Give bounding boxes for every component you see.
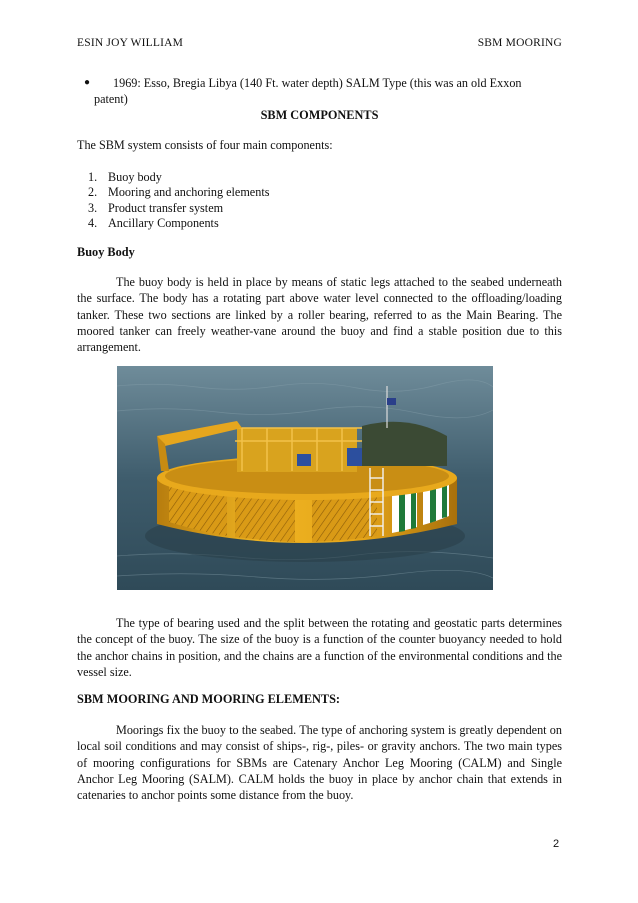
buoy-photo (117, 366, 493, 590)
bullet-item (77, 75, 562, 108)
list-item: 4. Ancillary Components (88, 216, 219, 231)
components-heading: SBM COMPONENTS (260, 108, 379, 122)
list-item: 3. Product transfer system (88, 200, 224, 215)
components-intro: The SBM system consists of four main components: (77, 138, 333, 152)
components-list (88, 170, 558, 232)
list-item: 1. Buoy body (88, 170, 162, 184)
list-item: 2. Mooring and anchoring elements (88, 185, 270, 200)
bullet-line-2: patent) (94, 92, 128, 107)
header-title: SBM MOORING (477, 37, 562, 49)
mooring-heading: SBM MOORING AND MOORING ELEMENTS: (77, 692, 341, 706)
header-author: ESIN JOY WILLIAM (77, 37, 184, 49)
bullet-dot-icon: ● (84, 77, 91, 88)
buoy-body-paragraph: The buoy body is held in place by means of static legs attached to the seabed underneath the surface. The body has a rotating part above water level connected to the offloading/loading tanker. These two sections are linked by a roller bearing, referred to as the Main Bearing. The moored tanker can freely weather-vane around the buoy and find a stable position due to this arrangement. (77, 275, 562, 355)
buoy-illustration (117, 366, 493, 590)
page-header (77, 37, 562, 49)
buoy-body-heading: Buoy Body (77, 245, 135, 259)
bullet-line-1: 1969: Esso, Bregia Libya (140 Ft. water depth) SALM Type (this was an old Exxon (113, 76, 522, 90)
mooring-paragraph: Moorings fix the buoy to the seabed. The type of anchoring system is greatly dependent on local soil conditions and may consist of ships-, rig-, piles- or gravity anchors. The two main types of mooring configurations for SBMs are Catenary Anchor Leg Mooring (CALM) and Single Anchor Leg Mooring (SALM). CALM holds the buoy in place by anchor chain that extends in catenaries to anchor points some distance from the buoy. (77, 723, 562, 803)
bearing-paragraph: The type of bearing used and the split between the rotating and geostatic parts determines the concept of the buoy. The size of the buoy is a function of the counter buoyancy needed to hold the anchor chains in position, and the chains are a function of the environmental conditions and the vessel size. (77, 616, 562, 679)
page-number: 2 (553, 838, 560, 850)
